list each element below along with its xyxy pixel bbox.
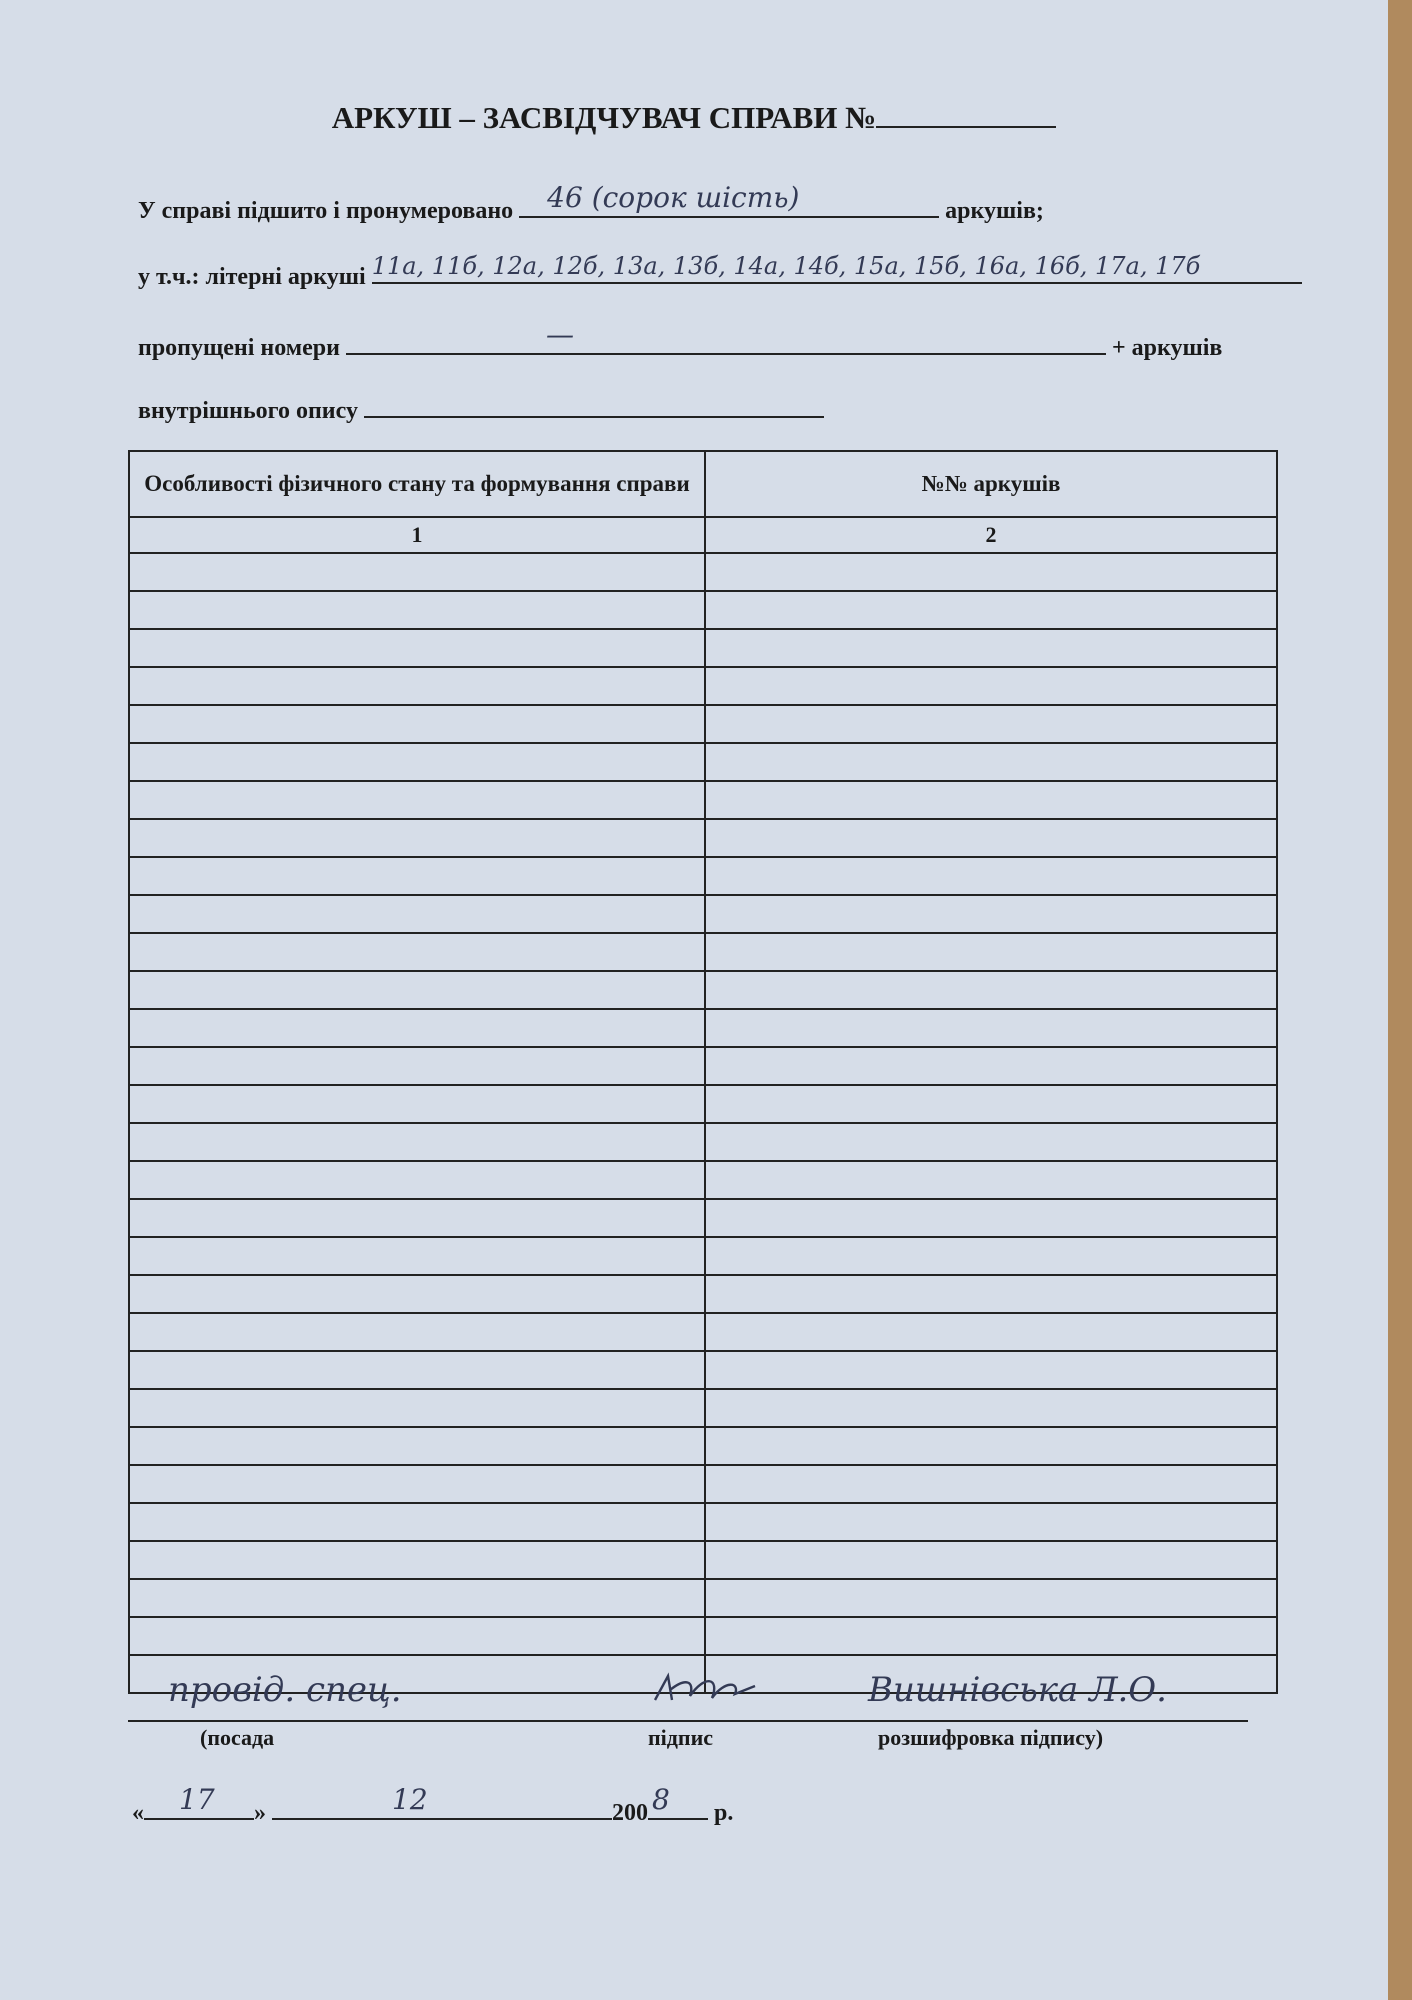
table-row <box>129 1123 1277 1161</box>
signature-scribble <box>650 1668 760 1708</box>
year-value: 8 <box>652 1783 670 1816</box>
table-row <box>129 743 1277 781</box>
col2-number: 2 <box>705 517 1277 553</box>
day-value: 17 <box>179 1783 215 1816</box>
letter-pages-line <box>138 254 1302 291</box>
day-field <box>144 1783 254 1820</box>
missing-numbers-label: пропущені номери <box>138 335 340 361</box>
table-row <box>129 1617 1277 1655</box>
table-row <box>129 1275 1277 1313</box>
missing-numbers-field <box>346 318 1106 355</box>
table-row <box>129 1503 1277 1541</box>
col1-header: Особливості фізичного стану та формування справи <box>129 451 705 517</box>
col2-header: №№ аркушів <box>705 451 1277 517</box>
table-row <box>129 1085 1277 1123</box>
table-row <box>129 1579 1277 1617</box>
internal-inventory-label: внутрішнього опису <box>138 398 358 424</box>
name-value: Вишнівська Л.О. <box>868 1670 1167 1710</box>
missing-numbers-value: — <box>545 318 574 351</box>
pages-count-label: У справі підшито і пронумеровано <box>138 198 514 224</box>
table-row <box>129 1161 1277 1199</box>
missing-numbers-line <box>138 318 1223 362</box>
table-row <box>129 705 1277 743</box>
table-row <box>129 1351 1277 1389</box>
signature-line <box>128 1720 1248 1722</box>
pages-count-line <box>138 181 1044 225</box>
letter-pages-label: у т.ч.: літерні аркуші <box>138 264 366 290</box>
table-row <box>129 591 1277 629</box>
internal-inventory-line <box>138 388 824 425</box>
table-row <box>129 1009 1277 1047</box>
table-row <box>129 553 1277 591</box>
condition-table <box>128 450 1278 1694</box>
table-row <box>129 781 1277 819</box>
position-label: (посада <box>200 1725 275 1750</box>
letter-pages-field <box>372 254 1302 284</box>
pages-count-value: 46 (сорок шість) <box>547 181 800 214</box>
year-suffix: р. <box>714 1800 734 1826</box>
year-field <box>648 1783 708 1820</box>
month-field <box>272 1783 612 1820</box>
sign-label: підпис <box>648 1725 714 1750</box>
position-value: провід. спец. <box>168 1670 402 1710</box>
table-row <box>129 1541 1277 1579</box>
table-row <box>129 1237 1277 1275</box>
table-row <box>129 1047 1277 1085</box>
month-value: 12 <box>392 1783 428 1816</box>
pages-count-field <box>519 181 939 218</box>
table-row <box>129 1465 1277 1503</box>
table-row <box>129 857 1277 895</box>
col1-number: 1 <box>129 517 705 553</box>
title-text: АРКУШ – ЗАСВІДЧУВАЧ СПРАВИ № <box>331 100 877 135</box>
letter-pages-value: 11а, 11б, 12а, 12б, 13а, 13б, 14а, 14б, 15а, 15б, 16а, 16б, 17а, 17б <box>371 252 1201 280</box>
date-open-quote: « <box>132 1800 144 1826</box>
table-row <box>129 971 1277 1009</box>
table-row <box>129 819 1277 857</box>
table-row <box>129 1389 1277 1427</box>
case-number-blank <box>876 98 1056 128</box>
table-row <box>129 895 1277 933</box>
internal-inventory-field <box>364 388 824 418</box>
table-row <box>129 1427 1277 1465</box>
table-row <box>129 667 1277 705</box>
table-row <box>129 629 1277 667</box>
date-line <box>132 1783 734 1827</box>
table-row <box>129 1313 1277 1351</box>
table-row <box>129 1199 1277 1237</box>
name-label: розшифровка підпису) <box>878 1725 1104 1750</box>
missing-numbers-suffix: + аркушів <box>1111 335 1223 361</box>
pages-count-suffix: аркушів; <box>945 198 1044 224</box>
table-row <box>129 933 1277 971</box>
date-close-quote: » <box>254 1800 266 1826</box>
year-prefix: 200 <box>612 1800 648 1826</box>
signature-image <box>650 1668 760 1716</box>
document-title <box>0 98 1388 136</box>
